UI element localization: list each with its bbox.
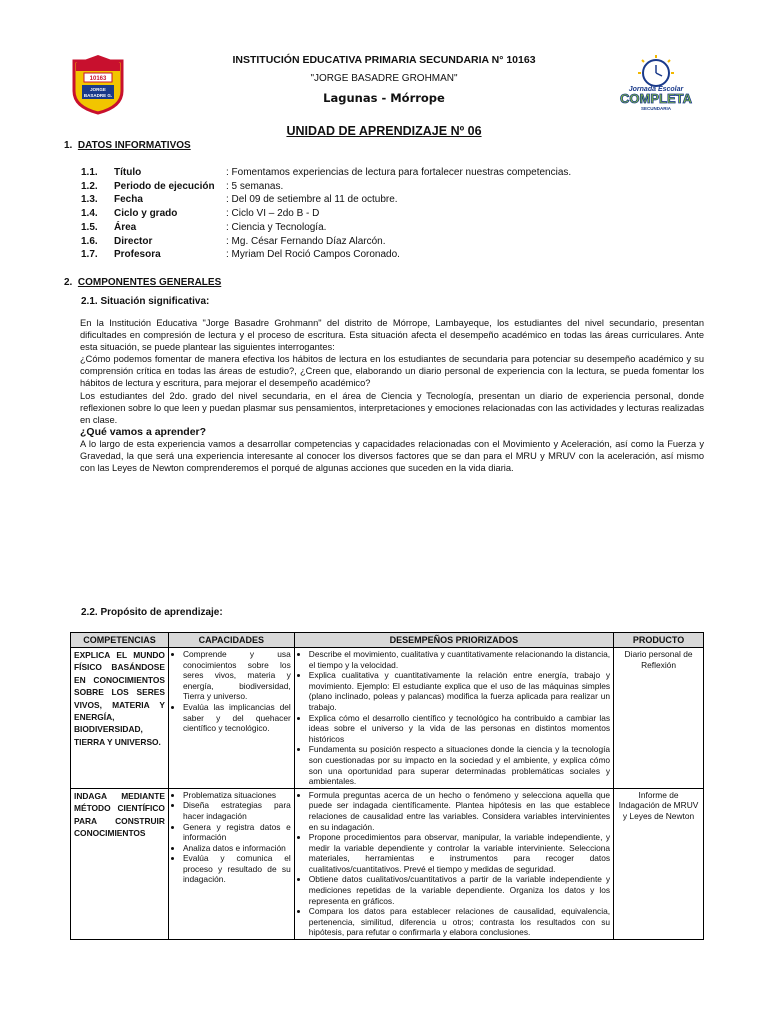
info-value: : Ciclo VI – 2do B - D [226, 208, 320, 220]
info-value: : Fomentamos experiencias de lectura para fortalecer nuestras competencias. [226, 167, 572, 178]
info-value: : Mg. César Fernando Díaz Alarcón. [226, 235, 386, 247]
table-row [71, 788, 704, 939]
capacities-cell [168, 648, 294, 789]
situation-paragraph: Los estudiantes del 2do. grado del nivel secundaria, en el área de Ciencia y Tecnología, presentan un diario de experiencia personal, donde reflexionen sobre lo que leen y puedan plasmar sus pensamientos, interpretaciones y emociones relacionadas con las actividades y lecturas realizadas en clase. [80, 390, 704, 425]
situation-text [80, 317, 704, 474]
table-row [71, 648, 704, 789]
school-name: "JORGE BASADRE GROHMAN" [310, 73, 458, 84]
info-number: 1.4. [81, 208, 98, 220]
performances-cell [294, 788, 613, 939]
performance-item: • Describe el movimiento, cualitativa y cuantitativamente relacionando la distancia, el tiempo y la velocidad. [309, 649, 610, 670]
competency-cell: EXPLICA EL MUNDO FÍSICO BASÁNDOSE EN CONOCIMIENTOS SOBRE LOS SERES VIVOS, MATERIA Y ENERGÍA, BIODIVERSIDAD, TIERRA Y UNIVERSO. [71, 648, 169, 789]
svg-text:COMPLETA: COMPLETA [620, 91, 692, 106]
competencies-table [70, 632, 704, 940]
info-number: 1.5. [81, 221, 98, 233]
info-label: Director [114, 235, 153, 247]
performance-item: • Obtiene datos cualitativos/cuantitativos a partir de la variable independiente y mediciones repetidas de la variable dependiente. Organiza los datos y los representa en gráficos. [309, 874, 610, 906]
capacity-item: • Comprende y usa conocimientos sobre los seres vivos, materia y energía, biodiversidad, Tierra y universo. [183, 649, 291, 702]
info-number: 1.7. [81, 249, 98, 261]
capacities-cell [168, 788, 294, 939]
info-label: Profesora [114, 249, 161, 261]
situation-paragraph: ¿Cómo podemos fomentar de manera efectiva los hábitos de lectura en los estudiantes de secundaria para potenciar su desempeño académico y su comprensión crítica en todas las áreas de estudio?, ¿Creen que, elaborando un diario personal de experiencia con la lectura, se pueda fomentar los hábitos de lectura y escritura, para mejorar el desempeño académico? [80, 354, 704, 389]
info-label: Fecha [114, 194, 143, 206]
performances-list [298, 790, 610, 938]
svg-text:BASADRE G.: BASADRE G. [83, 93, 113, 98]
svg-text:10163: 10163 [89, 76, 107, 82]
info-number: 1.6. [81, 235, 98, 247]
performance-item: • Fundamenta su posición respecto a situaciones donde la ciencia y la tecnología son cuestionadas por su impacto en la sociedad y el ambiente, y explica cómo son una oportunidad para superar determinadas problemáticas sociales y ambientales. [309, 744, 610, 786]
info-value: : Myriam Del Roció Campos Coronado. [226, 249, 400, 261]
info-number: 1.1. [81, 167, 98, 178]
info-value: : Ciencia y Tecnología. [226, 221, 327, 233]
performance-item: • Explica cómo el desarrollo científico y tecnológico ha contribuido a cambiar las ideas sobre el universo y la vida de las personas en distintos momentos históricos [309, 713, 610, 745]
info-value: : Del 09 de setiembre al 11 de octubre. [226, 194, 398, 206]
performances-list [298, 649, 610, 787]
col-header: PRODUCTO [614, 633, 704, 648]
purpose-heading: 2.2. Propósito de aprendizaje: [81, 607, 223, 618]
unit-title: UNIDAD DE APRENDIZAJE Nº 06 [286, 124, 482, 138]
col-header: CAPACIDADES [168, 633, 294, 648]
performances-cell [294, 648, 613, 789]
situation-heading: 2.1. Situación significativa: [81, 296, 210, 307]
capacity-item: • Problematiza situaciones [183, 790, 291, 801]
svg-text:SECUNDARIA: SECUNDARIA [640, 106, 672, 111]
capacity-item: • Evalúa y comunica el proceso y resultado de su indagación. [183, 853, 291, 885]
table-header-row [71, 633, 704, 648]
capacity-item: • Diseña estrategias para hacer indagación [183, 800, 291, 821]
competency-cell: INDAGA MEDIANTE MÉTODO CIENTÍFICO PARA CONSTRUIR CONOCIMIENTOS [71, 788, 169, 939]
section-2-heading: 2. COMPONENTES GENERALES [64, 277, 222, 288]
info-label: Periodo de ejecución [114, 180, 215, 192]
info-value: : 5 semanas. [226, 180, 284, 192]
product-cell: Diario personal de Reflexión [614, 648, 704, 789]
info-number: 1.3. [81, 194, 98, 206]
capacities-list [172, 649, 291, 734]
svg-text:Jornada Escolar: Jornada Escolar [628, 86, 684, 93]
performance-item: • Propone procedimientos para observar, manipular, la variable independiente, y medir la variable dependiente y controlar la variable interviniente. Selecciona materiales, herramientas e instrumentos para recoger datos cualitativos/cuantitativos. Prevé el tiempo y medidas de seguridad. [309, 832, 610, 874]
performance-item: • Compara los datos para establecer relaciones de causalidad, equivalencia, pertenencia, similitud, diferencia u otros; contrasta los resultados con su hipótesis, para refutar o confirmarla y elabora conclusiones. [309, 906, 610, 938]
learn-paragraph: A lo largo de esta experiencia vamos a desarrollar competencias y capacidades relacionadas con el Movimiento y Aceleración, así como la Fuerza y Gravedad, la que será una experiencia interesante al conocer los diversos factores que se dan para el MRU y MRUV con la aceleración, así mismo con las Leyes de Newton comprenderemos el porqué de algunas acciones que suceden en la vida diaria. [80, 438, 704, 474]
capacity-item: • Genera y registra datos e información [183, 822, 291, 843]
performance-item: • Explica cualitativa y cuantitativamente la relación entre energía, trabajo y movimiento. Ejemplo: El estudiante explica que el uso de las máquinas simples (plano inclinado, poleas y palancas) modifica la fuerza aplicada para realizar un trabajo. [309, 670, 610, 712]
capacity-item: • Evalúa las implicancias del saber y del quehacer científico y tecnológico. [183, 702, 291, 734]
product-cell: Informe de Indagación de MRUV y Leyes de Newton [614, 788, 704, 939]
learn-heading: ¿Qué vamos a aprender? [80, 425, 207, 438]
situation-paragraph: En la Institución Educativa "Jorge Basadre Grohmann" del distrito de Mórrope, Lambayeque, los estudiantes del nivel secundario, presentan dificultades en compresión de lectura y el proceso de escritura. Esta situación afecta el desempeño académico en todas las áreas curriculares. Ante esta situación, se puede plantear las siguientes interrogantes: [80, 318, 704, 353]
section-1-heading: 1. DATOS INFORMATIVOS [64, 140, 191, 151]
col-header: DESEMPEÑOS PRIORIZADOS [294, 633, 613, 648]
info-label: Ciclo y grado [114, 208, 178, 220]
col-header: COMPETENCIAS [71, 633, 169, 648]
info-number: 1.2. [81, 180, 98, 192]
info-label: Área [114, 221, 137, 233]
capacities-list [172, 790, 291, 885]
capacity-item: • Analiza datos e información [183, 843, 291, 854]
location: Lagunas - Mórrope [323, 91, 445, 105]
svg-text:JORGE: JORGE [90, 87, 106, 92]
info-label: Título [114, 167, 142, 178]
performance-item: • Formula preguntas acerca de un hecho o fenómeno y selecciona aquella que puede ser indagada científicamente. Plantea hipótesis en las que establece relaciones de causalidad entre las variables. Considera variables intervinientes en su indagación. [309, 790, 610, 832]
institution-title: INSTITUCIÓN EDUCATIVA PRIMARIA SECUNDARIA N° 10163 [232, 54, 536, 66]
